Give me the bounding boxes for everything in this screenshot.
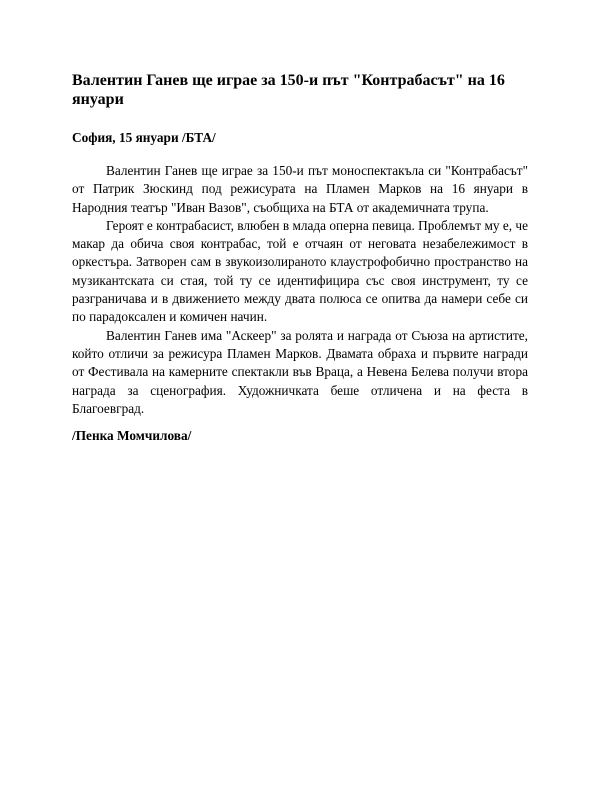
article-title: Валентин Ганев ще играе за 150-и път "Контрабасът" на 16 януари bbox=[72, 72, 505, 108]
article-paragraph: Валентин Ганев ще играе за 150-и път моноспектакъла си "Контрабасът" от Патрик Зюскинд под режисурата на Пламен Марков на 16 януари в Народния театър "Иван Вазов", съобщиха на БТА от академичната трупа. bbox=[72, 163, 528, 215]
article-body bbox=[72, 162, 528, 418]
article-author: /Пенка Момчилова/ bbox=[72, 428, 192, 443]
article-paragraph: Валентин Ганев има "Аскеер" за ролята и награда от Съюза на артистите, който отличи за режисура Пламен Марков. Двамата обраха и първите награди от Фестивала на камерните спектакли във Враца, а Невена Белева получи втора награда за сценография. Художничката беше отличена и на феста в Благоевград. bbox=[72, 327, 528, 416]
article-paragraph: Героят е контрабасист, влюбен в млада оперна певица. Проблемът му е, че макар да обича своя контрабас, той е отчаян от неговата незабележимост в оркестъра. Затворен сам в звукоизолираното клаустрофобично пространство на музикантската си стая, той ту се идентифицира със своя инструмент, ту се разграничава и в движението между двата полюса се опитва да намери себе си по парадоксален и комичен начин. bbox=[72, 217, 528, 325]
article-dateline: София, 15 януари /БТА/ bbox=[72, 130, 216, 145]
